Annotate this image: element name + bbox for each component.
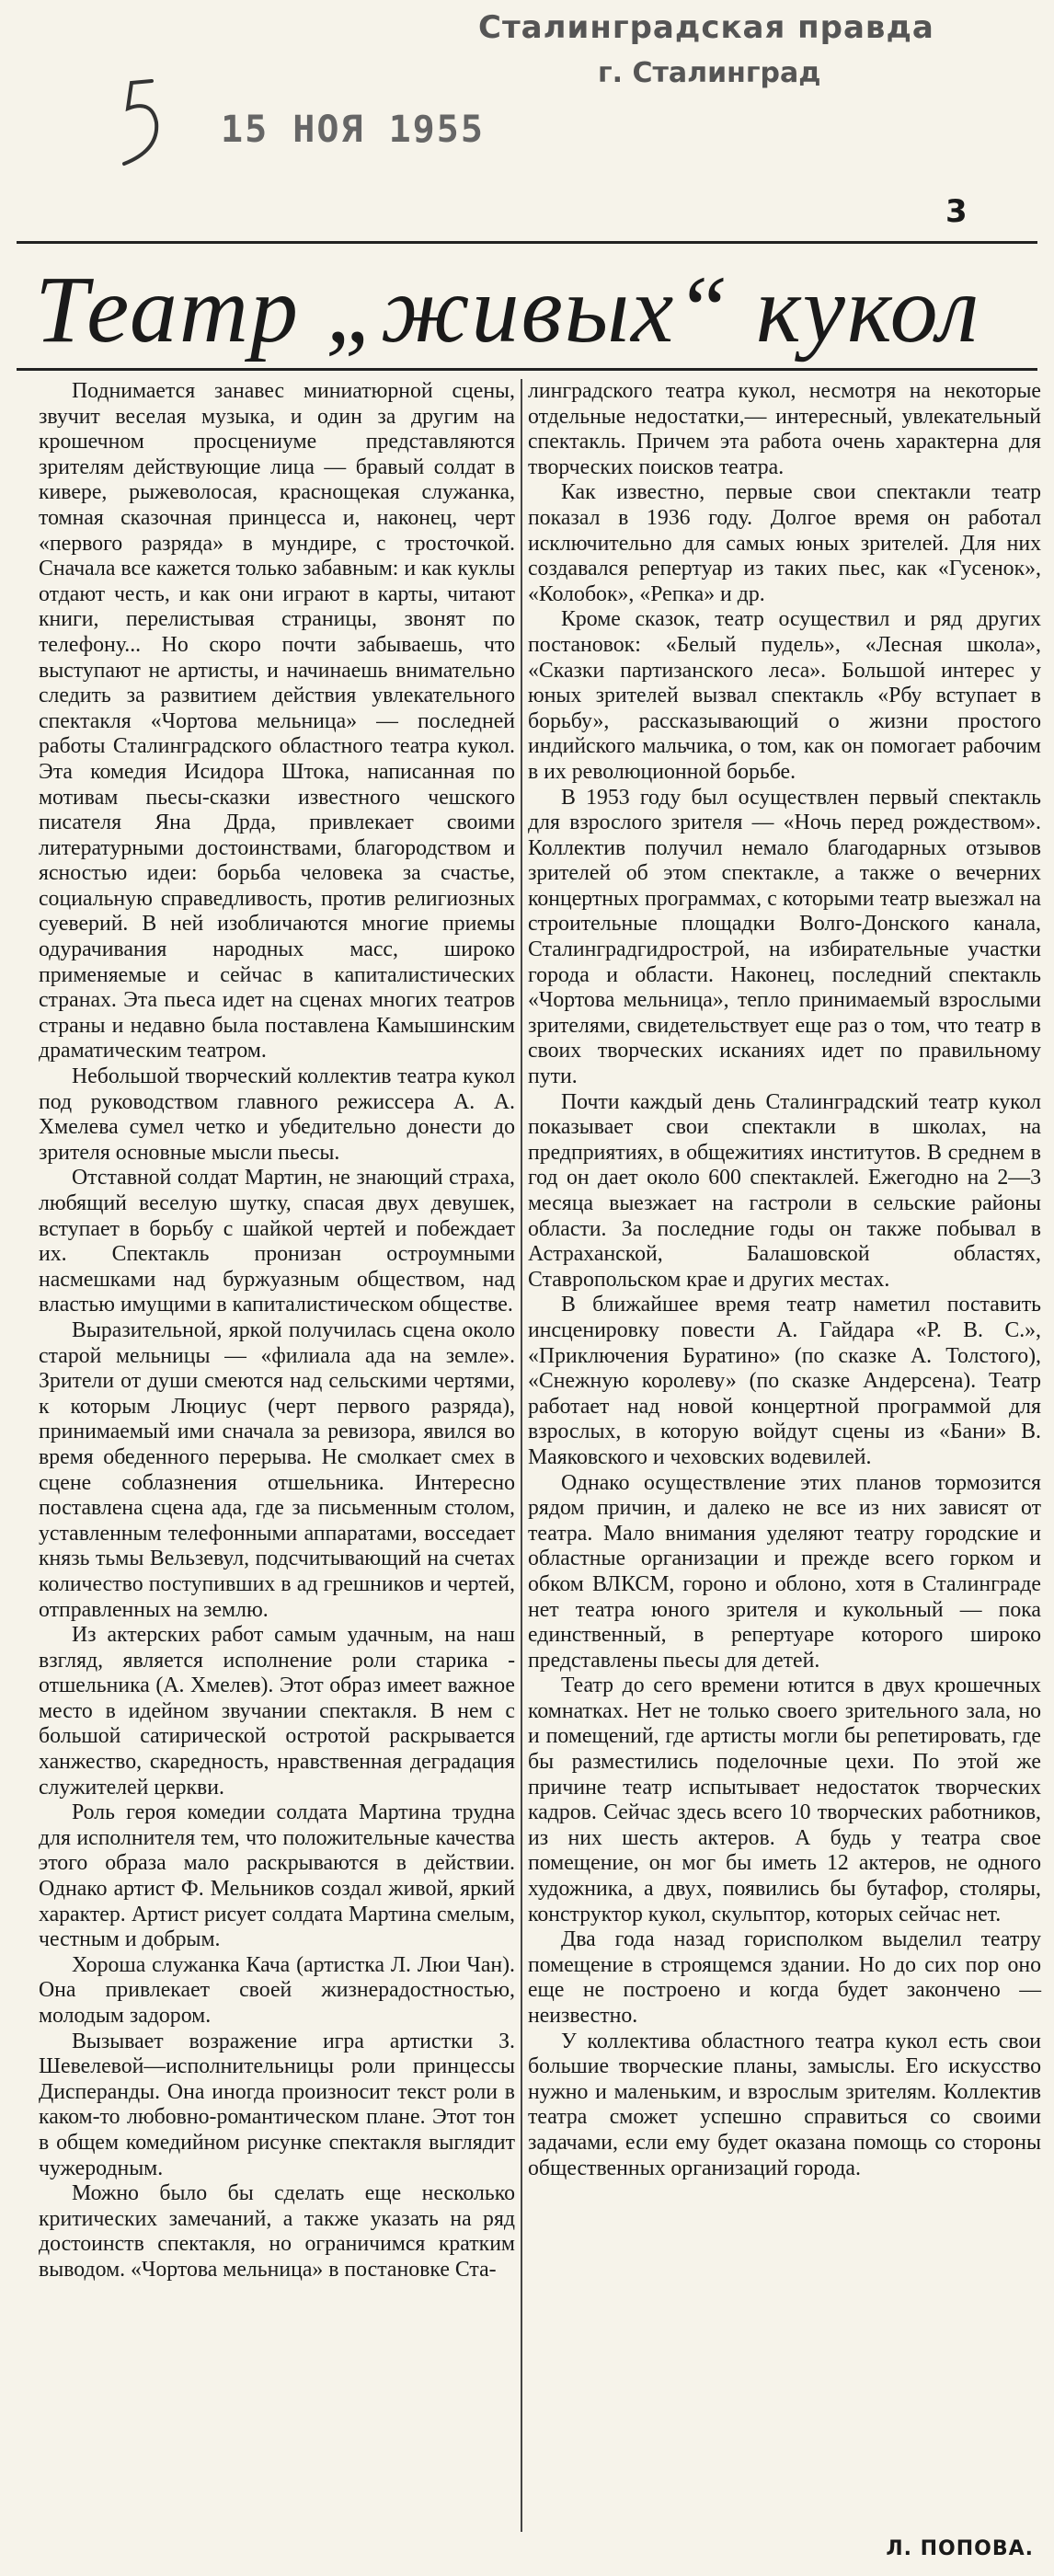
paragraph: Два года назад горисполком выделил театру помещение в строящемся здании. Но до сих пор оно еще не построено и когда будет закончено — неизвестно.	[528, 1927, 1041, 2028]
paragraph: Театр до сего времени ютится в двух крошечных комнатках. Нет не только своего зрительного зала, но и помещений, где артисты могли бы репетировать, где бы разместились поделочные цехи. По этой же причине театр испытывает недостаток творческих кадров. Сейчас здесь всего 10 творческих работников, из них шесть актеров. А будь у театра свое помещение, он мог бы иметь 12 актеров, не одного художника, а двух, появились бы бутафор, столяры, конструктор кукол, скульптор, которых сейчас нет.	[528, 1673, 1041, 1926]
title-rule	[17, 368, 1037, 371]
signature-mark	[115, 72, 225, 173]
paragraph: Отставной солдат Мартин, не знающий страха, любящий веселую шутку, спасая двух девушек, вступает в борьбу с шайкой чертей и побеждает их. Спектакль пронизан остроумными насмешками над буржуазным обществом, над властью имущими в капиталистическом обществе.	[39, 1166, 515, 1317]
author-signature: Л. ПОПОВА.	[886, 2537, 1034, 2560]
paragraph: Как известно, первые свои спектакли театр показал в 1936 году. Долгое время он работал исключительно для самых юных зрителей. Для них создавался репертуар из таких пьес, как «Гусенок», «Колобок», «Репка» и др.	[528, 480, 1041, 606]
paragraph: В ближайшее время театр наметил поставить инсценировку повести А. Гайдара «Р. В. С.», «Приключения Буратино» (по сказке А. Толстого), «Снежную королеву» (по сказке Андерсена). Театр работает над новой концертной программой для взрослых, в которую войдут сцены из «Бани» В. Маяковского и чеховских водевилей.	[528, 1293, 1041, 1469]
paragraph: линградского театра кукол, несмотря на некоторые отдельные недостатки,— интересный, увлекательный спектакль. Причем эта работа очень характерна для творческих поисков театра.	[528, 379, 1041, 479]
paragraph: В 1953 году был осуществлен первый спектакль для взрослого зрителя — «Ночь перед рождеством». Коллектив получил немало благодарных отзывов зрителей об этом спектакле, а также о вечерних концертных программах, с которыми театр выезжал на строительные площадки Волго-Донского канала, Сталинградгидрострой, на избирательные участки города и области. Наконец, последний спектакль «Чортова мельница», тепло принимаемый взрослыми зрителями, свидетельствует еще раз о том, что театр в своих творческих исканиях идет по правильному пути.	[528, 785, 1041, 1089]
page-number: 3	[945, 193, 968, 230]
column-divider	[521, 379, 522, 2532]
article-title: Театр „живых“ кукол	[35, 257, 981, 362]
right-column	[528, 379, 1041, 2181]
left-column	[39, 379, 515, 2283]
newspaper-name-stamp: Сталинградская правда	[478, 9, 934, 46]
paragraph: Из актерских работ самым удачным, на наш взгляд, является исполнение роли старика - отшельника (А. Хмелев). Этот образ имеет важное место в идейном звучании спектакля. В нем с большой сатирической остротой раскрывается ханжество, скаредность, нравственная деградация служителей церкви.	[39, 1623, 515, 1800]
paragraph: Хороша служанка Кача (артистка Л. Люи Чан). Она привлекает своей жизнерадостностью, молодым задором.	[39, 1952, 515, 2028]
city-stamp: г. Сталинград	[598, 57, 821, 89]
paragraph: Небольшой творческий коллектив театра кукол под руководством главного режиссера А. А. Хмелева сумел четко и убедительно донести до зрителя основные мысли пьесы.	[39, 1064, 515, 1165]
paragraph: Кроме сказок, театр осуществил и ряд других постановок: «Белый пудель», «Лесная школа», «Сказки партизанского леса». Большой интерес у юных зрителей вызвал спектакль «Рбу вступает в борьбу», рассказывающий о жизни простого индийского мальчика, о том, как он помогает рабочим в их революционной борьбе.	[528, 607, 1041, 784]
date-stamp: 15 НОЯ 1955	[221, 109, 485, 151]
paragraph: Однако осуществление этих планов тормозится рядом причин, и далеко не все из них зависят от театра. Мало внимания уделяют театру городские и областные организации и прежде всего горком и обком ВЛКСМ, гороно и облоно, хотя в Сталинграде нет театра юного зрителя и кукольный — пока единственный, в репертуаре которого широко представлены пьесы для детей.	[528, 1470, 1041, 1673]
paragraph: Выразительной, яркой получилась сцена около старой мельницы — «филиала ада на земле». Зрители от души смеются над сельскими чертями, к которым Люциус (черт первого разряда), принимаемый ими сначала за ревизора, явился во время обеденного перерыва. Не смолкает смех в сцене соблазнения отшельника. Интересно поставлена сцена ада, где за письменным столом, уставленным телефонными аппаратами, восседает князь тьмы Вельзевул, подсчитывающий на счетах количество поступивших в ад грешников и чертей, отправленных на землю.	[39, 1317, 515, 1622]
paragraph: Можно было бы сделать еще несколько критических замечаний, а также указать на ряд достоинств спектакля, но ограничимся кратким выводом. «Чортова мельница» в постановке Ста-	[39, 2181, 515, 2282]
paragraph: Вызывает возражение игра артистки З. Шевелевой—исполнительницы роли принцессы Дисперанды. Она иногда произносит текст роли в каком-то любовно-романтическом плане. Этот тон в общем комедийном рисунке спектакля выглядит чужеродным.	[39, 2029, 515, 2180]
paragraph: Роль героя комедии солдата Мартина трудна для исполнителя тем, что положительные качества этого образа мало раскрываются в действии. Однако артист Ф. Мельников создал живой, яркий характер. Артист рисует солдата Мартина смелым, честным и добрым.	[39, 1800, 515, 1952]
header-rule	[17, 241, 1037, 244]
paragraph: У коллектива областного театра кукол есть свои большие творческие планы, замыслы. Его искусство нужно и маленьким, и взрослым зрителям. Коллектив театра сможет успешно справиться со своими задачами, если ему будет оказана помощь со стороны общественных организаций города.	[528, 2029, 1041, 2180]
paragraph: Поднимается занавес миниатюрной сцены, звучит веселая музыка, и один за другим на крошечном просцениуме представляются зрителям действующие лица — бравый солдат в кивере, рыжеволосая, краснощекая служанка, томная сказочная принцесса и, наконец, черт «первого разряда» в мундире, с тросточкой. Сначала все кажется только забавным: и как куклы отдают честь, и как они играют в карты, читают книги, перелистывая страницы, звонят по телефону... Но скоро почти забываешь, что выступают не артисты, и начинаешь внимательно следить за развитием действия увлекательного спектакля «Чортова мельница» — последней работы Сталинградского областного театра кукол. Эта комедия Исидора Штока, написанная по мотивам пьесы-сказки известного чешского писателя Яна Дрда, привлекает своими литературными достоинствами, благородством и ясностью идеи: борьба человека за счастье, социальную справедливость, против религиозных суеверий. В ней изобличаются многие приемы одурачивания народных масс, широко применяемые и сейчас в капиталистических странах. Эта пьеса идет на сценах многих театров страны и недавно была поставлена Камышинским драматическим театром.	[39, 379, 515, 1064]
paragraph: Почти каждый день Сталинградский театр кукол показывает свои спектакли в школах, на предприятиях, в общежитиях институтов. В среднем в год он дает около 600 спектаклей. Ежегодно на 2—3 месяца выезжает на гастроли в сельские районы области. За последние годы он также побывал в Астраханской, Балашовской областях, Ставропольском крае и других местах.	[528, 1089, 1041, 1292]
